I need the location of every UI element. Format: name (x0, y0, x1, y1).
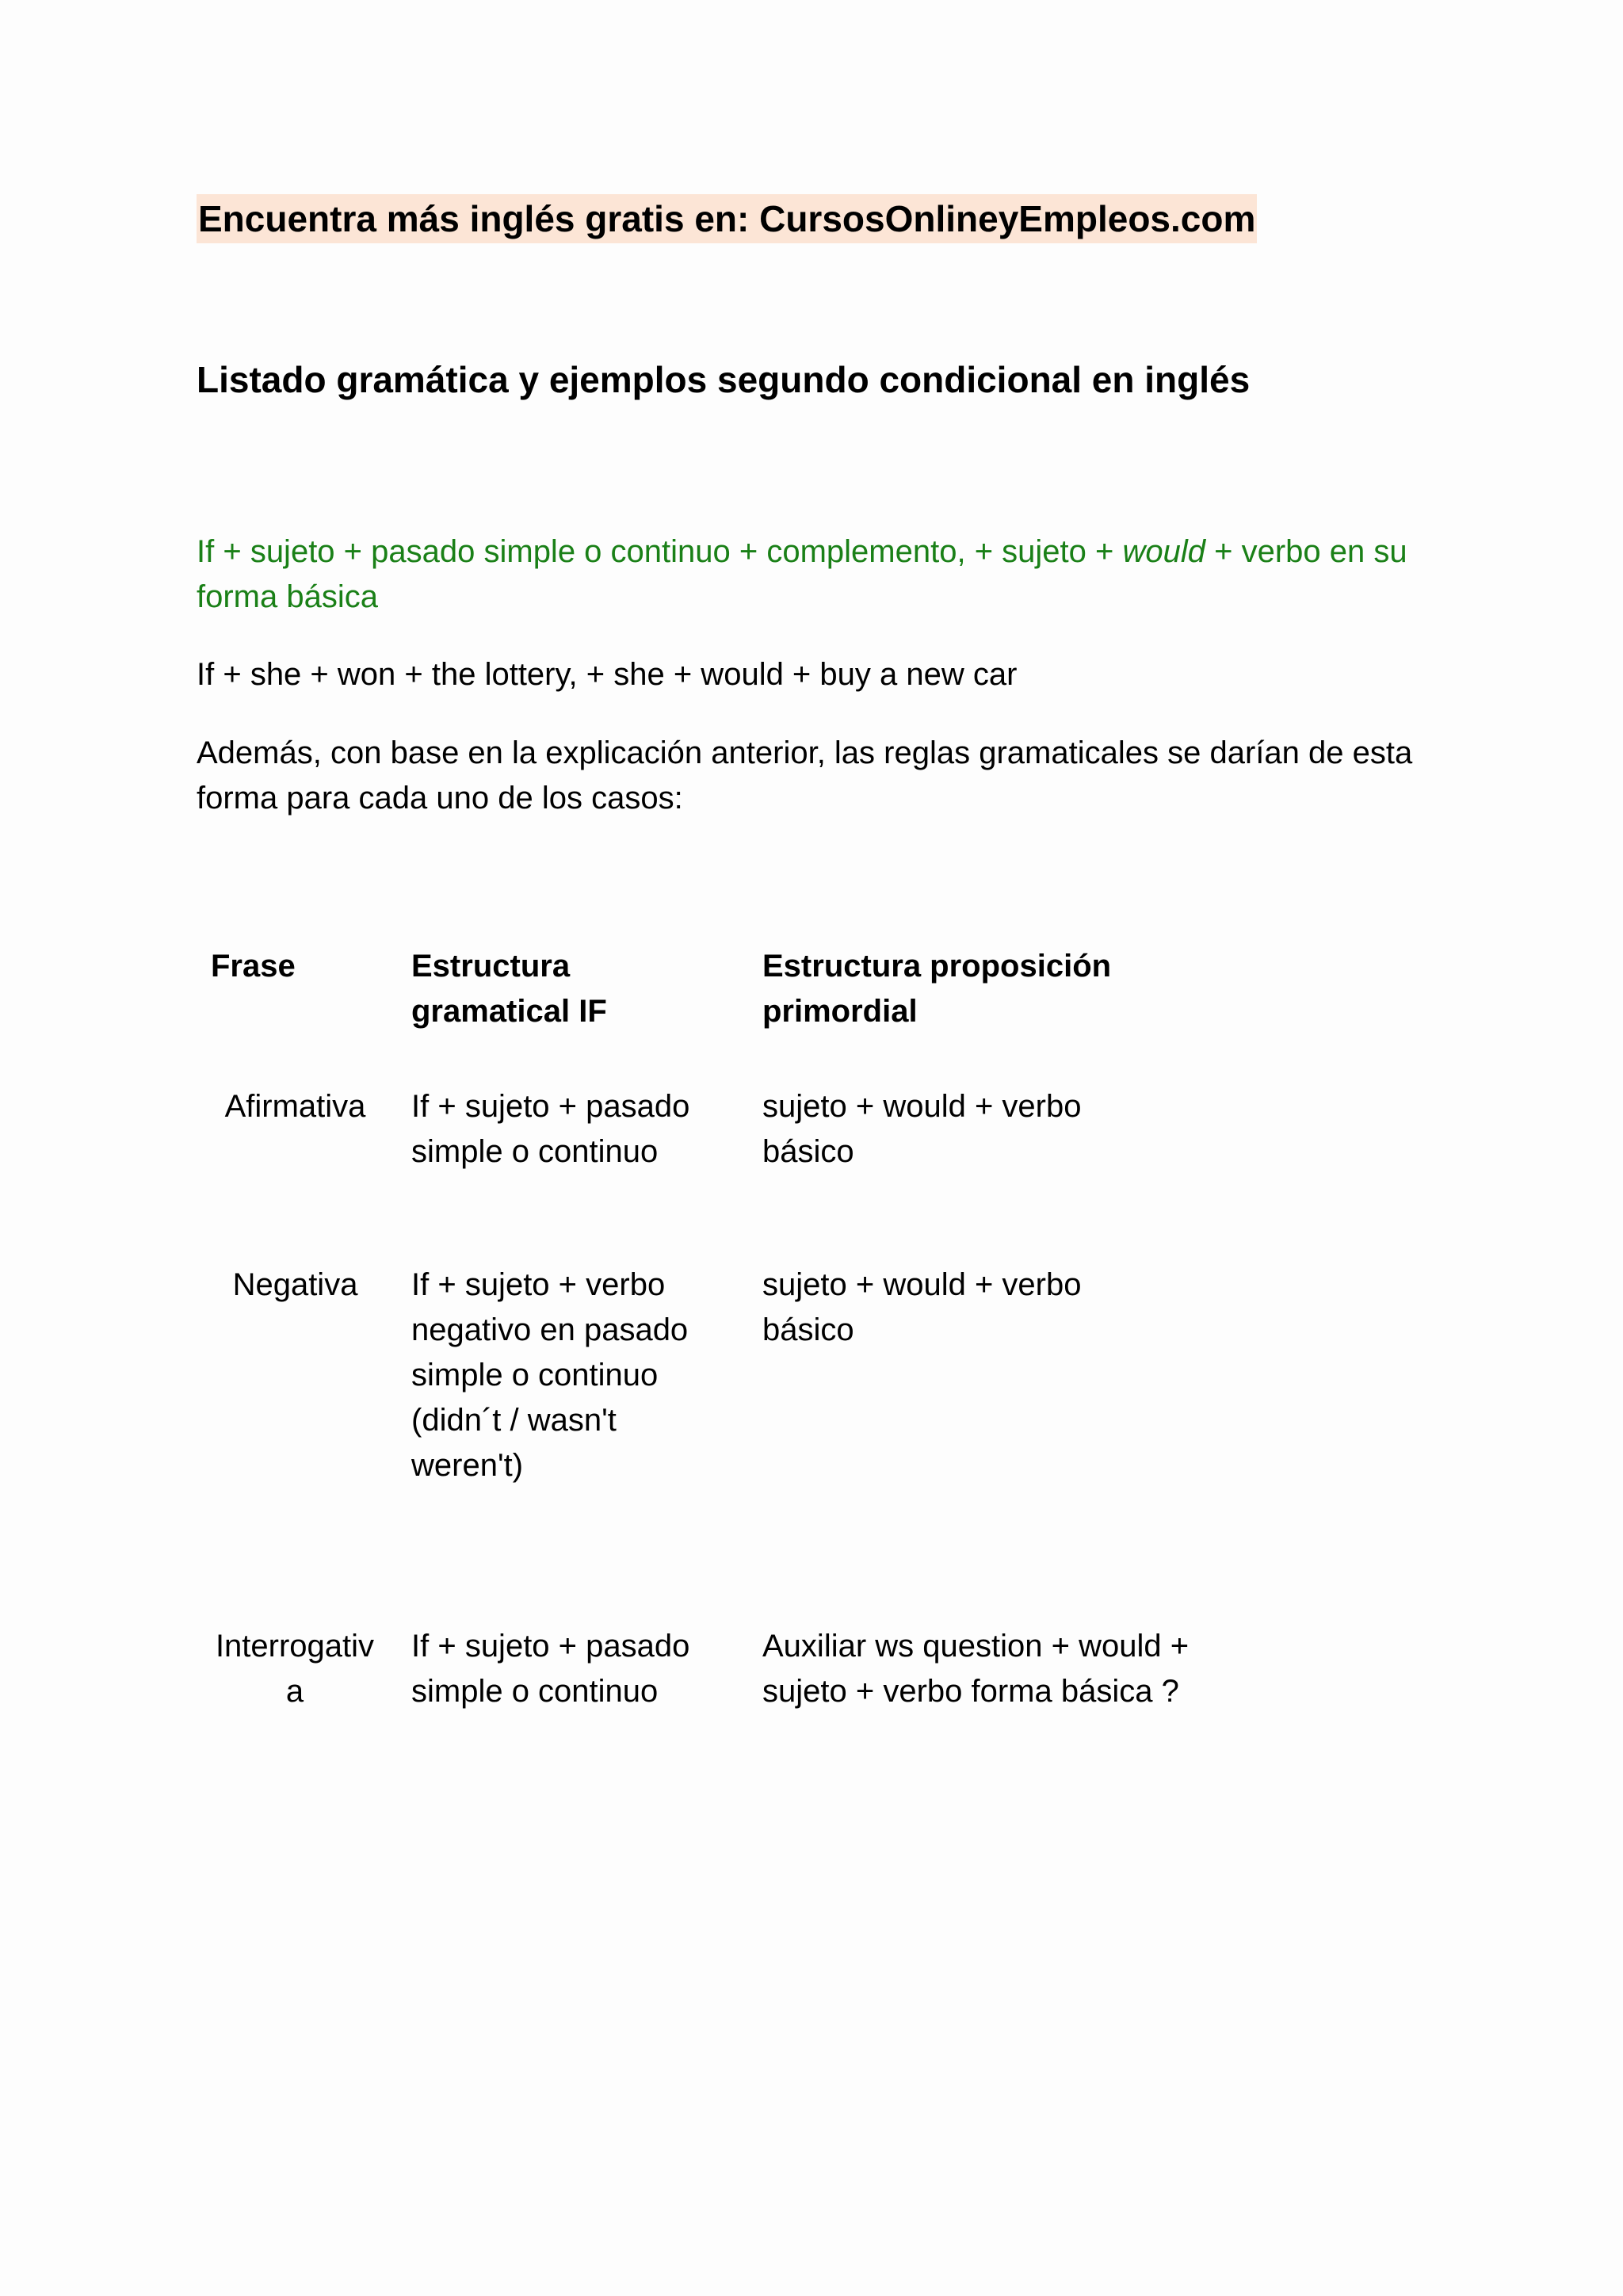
table-cell-proposicion: Auxiliar ws question + would + sujeto + verbo forma básica ? (762, 1629, 1190, 1709)
formula-text-start: If + sujeto + pasado simple o continuo + complemento, + sujeto + (197, 534, 1123, 569)
table-cell-frase: Afirmativa (224, 1089, 366, 1124)
table-cell-estructura-if: If + sujeto + pasado simple o continuo (411, 1629, 690, 1709)
table-cell-frase: Negativa (232, 1267, 358, 1302)
page-title: Listado gramática y ejemplos segundo condicional en inglés (197, 359, 1251, 400)
table-cell-proposicion: sujeto + would + verbo básico (762, 1089, 1082, 1169)
formula-text-end: + verbo en su forma básica (197, 534, 1407, 614)
example-sentence: If + she + won + the lottery, + she + would + buy a new car (197, 657, 1018, 692)
grammar-formula (197, 529, 1433, 620)
intro-paragraph: Además, con base en la explicación anterior, las reglas gramaticales se darían de esta forma para cada uno de los casos: (197, 735, 1413, 816)
table-cell-frase: Interrogativa (215, 1629, 375, 1709)
table-header-proposicion: Estructura proposición primordial (762, 949, 1112, 1029)
table-header-frase: Frase (211, 949, 296, 984)
table-cell-proposicion: sujeto + would + verbo básico (762, 1267, 1082, 1347)
table-cell-estructura-if: If + sujeto + pasado simple o continuo (411, 1089, 690, 1169)
table-header-estructura-if: Estructura gramatical IF (411, 949, 607, 1029)
promo-banner: Encuentra más inglés gratis en: CursosOnlineyEmpleos.com (197, 194, 1257, 243)
table-cell-estructura-if: If + sujeto + verbo negativo en pasado simple o continuo (didn´t / wasn't weren't) (411, 1267, 689, 1483)
formula-text-italic: would (1122, 534, 1206, 569)
